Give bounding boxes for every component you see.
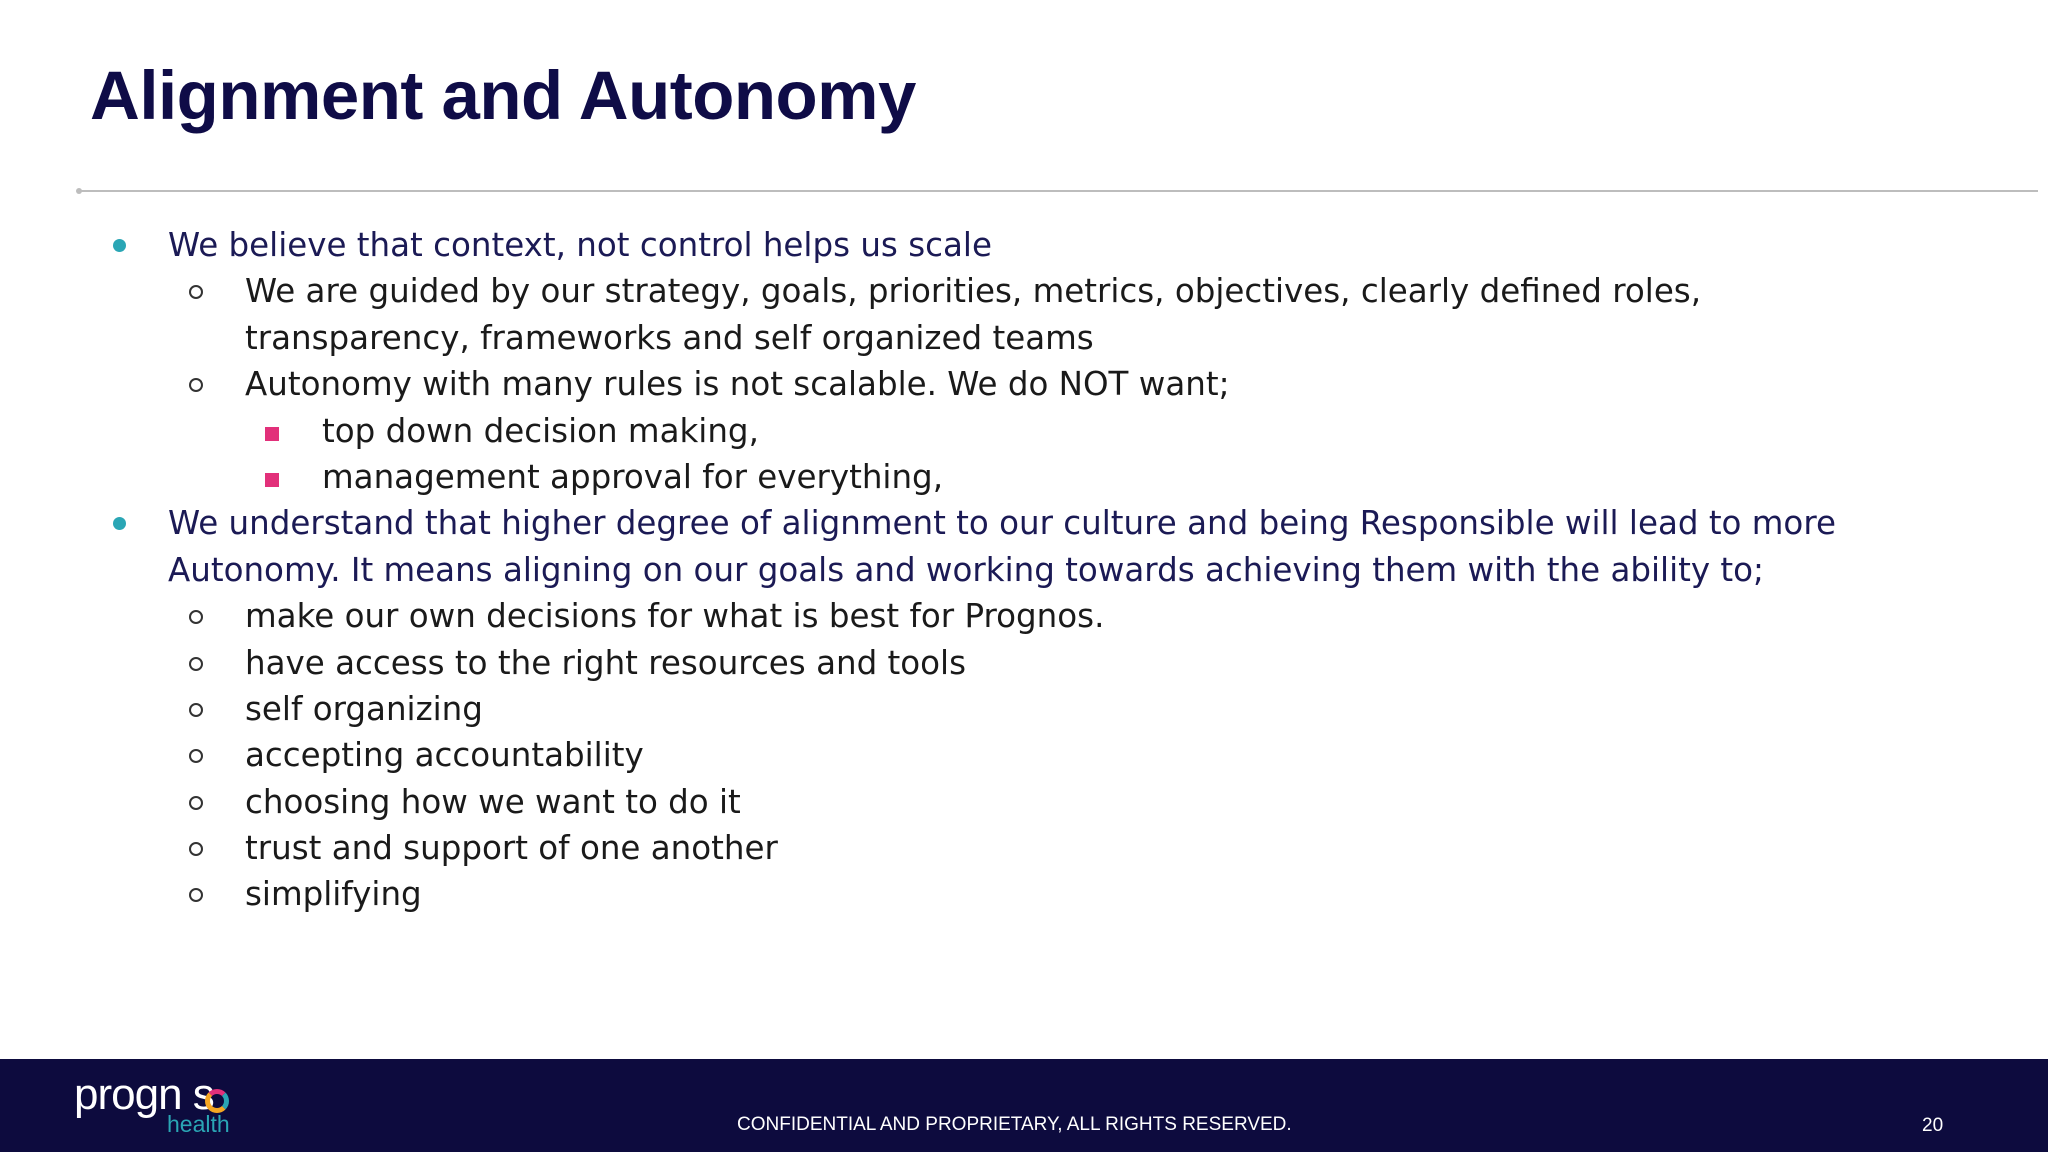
hollow-circle-bullet-icon	[189, 703, 203, 717]
bullet-text: make our own decisions for what is best for Prognos.	[245, 597, 1105, 636]
list-item	[0, 593, 2048, 639]
list-item	[0, 825, 2048, 871]
logo-subtitle: health	[167, 1111, 230, 1137]
list-item	[0, 222, 2048, 268]
list-item	[0, 500, 2048, 546]
slide-title: Alignment and Autonomy	[90, 57, 916, 134]
hollow-circle-bullet-icon	[189, 285, 203, 299]
list-item	[0, 361, 2048, 407]
hollow-circle-bullet-icon	[189, 888, 203, 902]
confidential-notice: CONFIDENTIAL AND PROPRIETARY, ALL RIGHTS RESERVED.	[737, 1114, 1292, 1135]
hollow-circle-bullet-icon	[189, 610, 203, 624]
bullet-text: We are guided by our strategy, goals, priorities, metrics, objectives, clearly defined roles,	[245, 272, 1702, 311]
hollow-circle-bullet-icon	[189, 842, 203, 856]
bullet-text: management approval for everything,	[322, 457, 944, 496]
list-item	[0, 686, 2048, 732]
list-item	[0, 732, 2048, 778]
hollow-circle-bullet-icon	[189, 657, 203, 671]
logo-ring-icon	[205, 1089, 229, 1113]
bullet-text: top down decision making,	[322, 411, 759, 450]
list-item	[0, 454, 2048, 500]
logo-wordmark: progn s	[74, 1070, 214, 1119]
list-item	[0, 779, 2048, 825]
bullet-text: have access to the right resources and tools	[245, 643, 967, 682]
list-item	[0, 871, 2048, 917]
hollow-circle-bullet-icon	[189, 796, 203, 810]
bullet-text: Autonomy. It means aligning on our goals and working towards achieving them with the ability to;	[168, 550, 1764, 589]
pink-square-bullet-icon	[265, 473, 279, 487]
bullet-text: trust and support of one another	[245, 829, 778, 868]
title-divider	[78, 190, 2038, 192]
pink-square-bullet-icon	[265, 427, 279, 441]
bullet-text: Autonomy with many rules is not scalable. We do NOT want;	[245, 365, 1230, 404]
hollow-circle-bullet-icon	[189, 378, 203, 392]
bullet-text: transparency, frameworks and self organized teams	[245, 318, 1094, 357]
list-item-continuation	[0, 547, 2048, 593]
bullet-text: We understand that higher degree of alignment to our culture and being Responsible will lead to more	[168, 504, 1836, 543]
teal-dot-bullet-icon	[113, 517, 126, 530]
footer-bar	[0, 1059, 2048, 1152]
bullet-text: choosing how we want to do it	[245, 782, 741, 821]
bullet-text: simplifying	[245, 875, 422, 914]
page-number: 20	[1922, 1115, 1944, 1136]
hollow-circle-bullet-icon	[189, 749, 203, 763]
prognos-logo	[74, 1071, 244, 1141]
bullet-text: We believe that context, not control helps us scale	[168, 226, 992, 264]
bullet-text: accepting accountability	[245, 736, 644, 775]
list-item	[0, 640, 2048, 686]
bullet-list	[0, 222, 2048, 918]
bullet-text: self organizing	[245, 689, 483, 728]
list-item	[0, 408, 2048, 454]
teal-dot-bullet-icon	[113, 239, 126, 252]
list-item-continuation	[0, 315, 2048, 361]
list-item	[0, 268, 2048, 314]
